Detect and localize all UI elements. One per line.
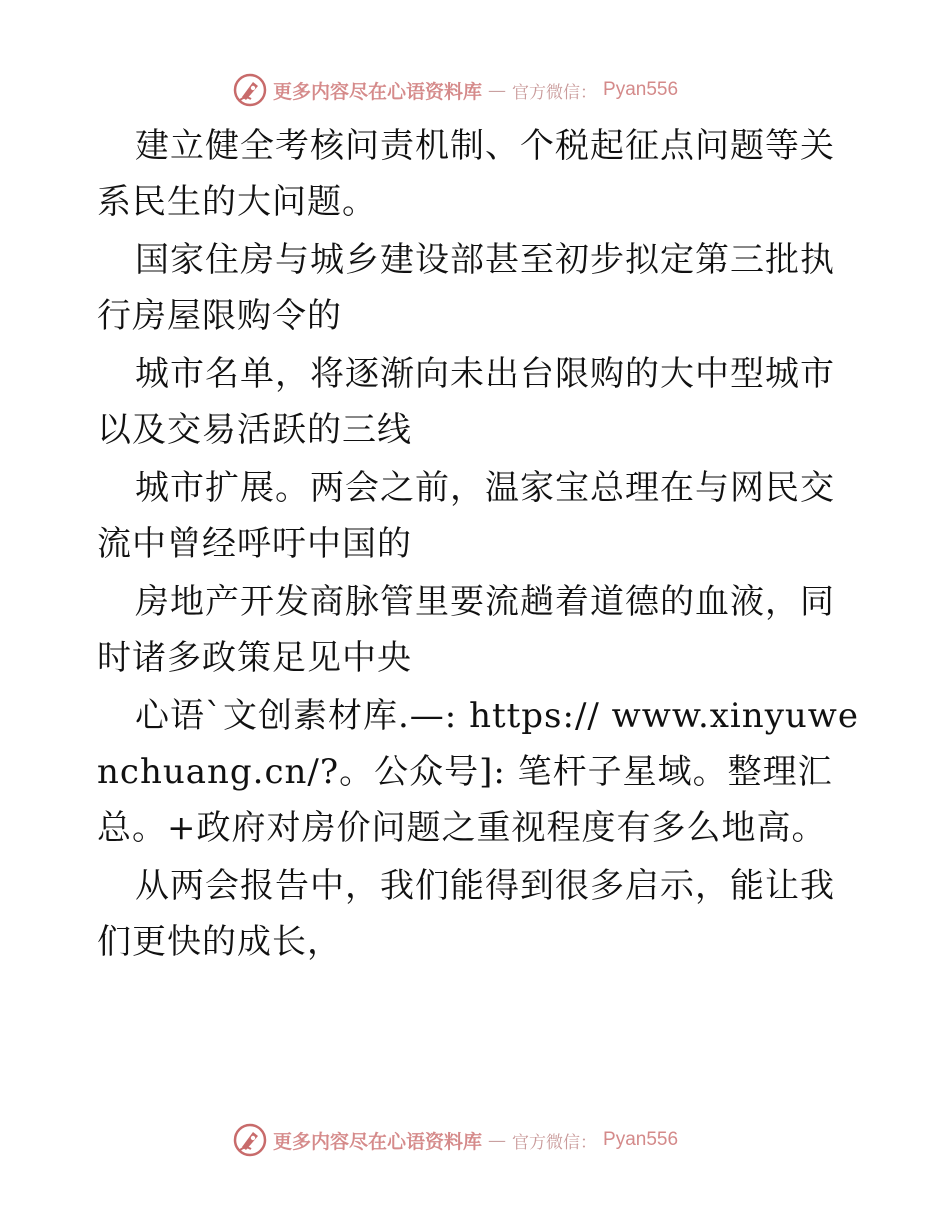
banner-dash: — — [488, 79, 507, 101]
header-watermark-banner — [233, 70, 753, 110]
banner-wechat-id: Pyan556 — [603, 1129, 679, 1150]
pen-nib-logo-icon — [233, 1123, 267, 1157]
paragraph-3: 城市名单，将逐渐向未出台限购的大中型城市以及交易活跃的三线 — [97, 354, 835, 450]
paragraph-5: 房地产开发商脉管里要流趟着道德的血液，同时诸多政策足见中央 — [97, 582, 835, 678]
banner-wechat-id: Pyan556 — [603, 79, 679, 100]
footer-watermark-banner — [233, 1120, 753, 1160]
banner-wechat-label: 官方微信： — [512, 1132, 598, 1153]
paragraph-7: 从两会报告中，我们能得到很多启示，能让我们更快的成长， — [97, 866, 835, 962]
document-body — [97, 118, 862, 972]
paragraph-1: 建立健全考核问责机制、个税起征点问题等关系民生的大问题。 — [97, 126, 835, 222]
paragraph-6: 心语`文创素材库.—: https:// www.xinyuwenchuang.cn/?。公众号]: 笔杆子星域。整理汇总。+政府对房价问题之重视程度有多么地高。 — [97, 696, 860, 848]
banner-dash: — — [488, 1129, 507, 1151]
pen-nib-logo-icon — [233, 73, 267, 107]
banner-main-text: 更多内容尽在心语资料库 — [273, 1130, 483, 1153]
paragraph-2: 国家住房与城乡建设部甚至初步拟定第三批执行房屋限购令的 — [97, 240, 835, 336]
banner-main-text: 更多内容尽在心语资料库 — [273, 80, 483, 103]
paragraph-4: 城市扩展。两会之前，温家宝总理在与网民交流中曾经呼吁中国的 — [97, 468, 835, 564]
banner-wechat-label: 官方微信： — [512, 82, 598, 103]
